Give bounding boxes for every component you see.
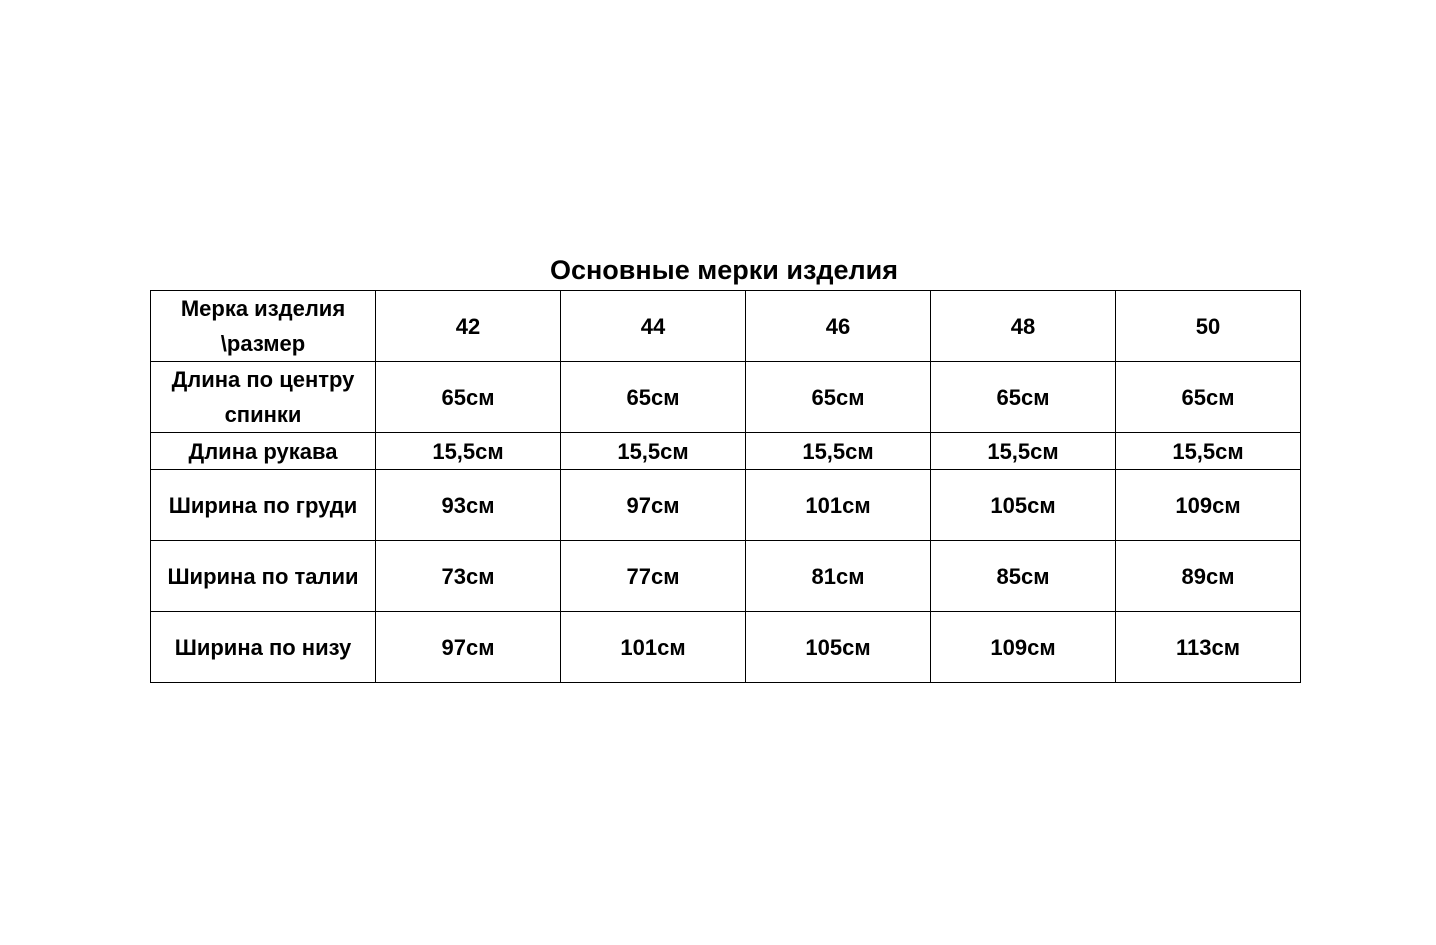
- value-cell: 65см: [931, 362, 1116, 433]
- value-cell: 113см: [1116, 612, 1301, 683]
- value-cell: 65см: [376, 362, 561, 433]
- value-cell: 105см: [746, 612, 931, 683]
- value-cell: 65см: [1116, 362, 1301, 433]
- table-row: [151, 612, 1301, 683]
- row-label-cell: Ширина по талии: [151, 541, 376, 612]
- value-cell: 77см: [561, 541, 746, 612]
- value-cell: 15,5см: [1116, 433, 1301, 470]
- value-cell: 15,5см: [376, 433, 561, 470]
- row-label-cell: Длина рукава: [151, 433, 376, 470]
- value-cell: 89см: [1116, 541, 1301, 612]
- table-row: [151, 362, 1301, 433]
- table-header-row: [151, 291, 1301, 362]
- value-cell: 109см: [931, 612, 1116, 683]
- value-cell: 101см: [746, 470, 931, 541]
- row-label-cell: Ширина по груди: [151, 470, 376, 541]
- row-label-cell: Ширина по низу: [151, 612, 376, 683]
- value-cell: 81см: [746, 541, 931, 612]
- value-cell: 65см: [561, 362, 746, 433]
- value-cell: 73см: [376, 541, 561, 612]
- size-header-cell: 46: [746, 291, 931, 362]
- value-cell: 97см: [376, 612, 561, 683]
- table-row: [151, 541, 1301, 612]
- size-header-cell: 44: [561, 291, 746, 362]
- size-header-cell: 50: [1116, 291, 1301, 362]
- header-label-cell: Мерка изделия \размер: [151, 291, 376, 362]
- table-row: [151, 433, 1301, 470]
- value-cell: 101см: [561, 612, 746, 683]
- page-title: Основные мерки изделия: [549, 255, 899, 285]
- size-header-cell: 48: [931, 291, 1116, 362]
- value-cell: 65см: [746, 362, 931, 433]
- value-cell: 15,5см: [931, 433, 1116, 470]
- value-cell: 109см: [1116, 470, 1301, 541]
- value-cell: 15,5см: [561, 433, 746, 470]
- measurements-table: [150, 290, 1301, 683]
- value-cell: 15,5см: [746, 433, 931, 470]
- value-cell: 105см: [931, 470, 1116, 541]
- value-cell: 85см: [931, 541, 1116, 612]
- row-label-cell: Длина по центру спинки: [151, 362, 376, 433]
- size-header-cell: 42: [376, 291, 561, 362]
- table-row: [151, 470, 1301, 541]
- value-cell: 93см: [376, 470, 561, 541]
- value-cell: 97см: [561, 470, 746, 541]
